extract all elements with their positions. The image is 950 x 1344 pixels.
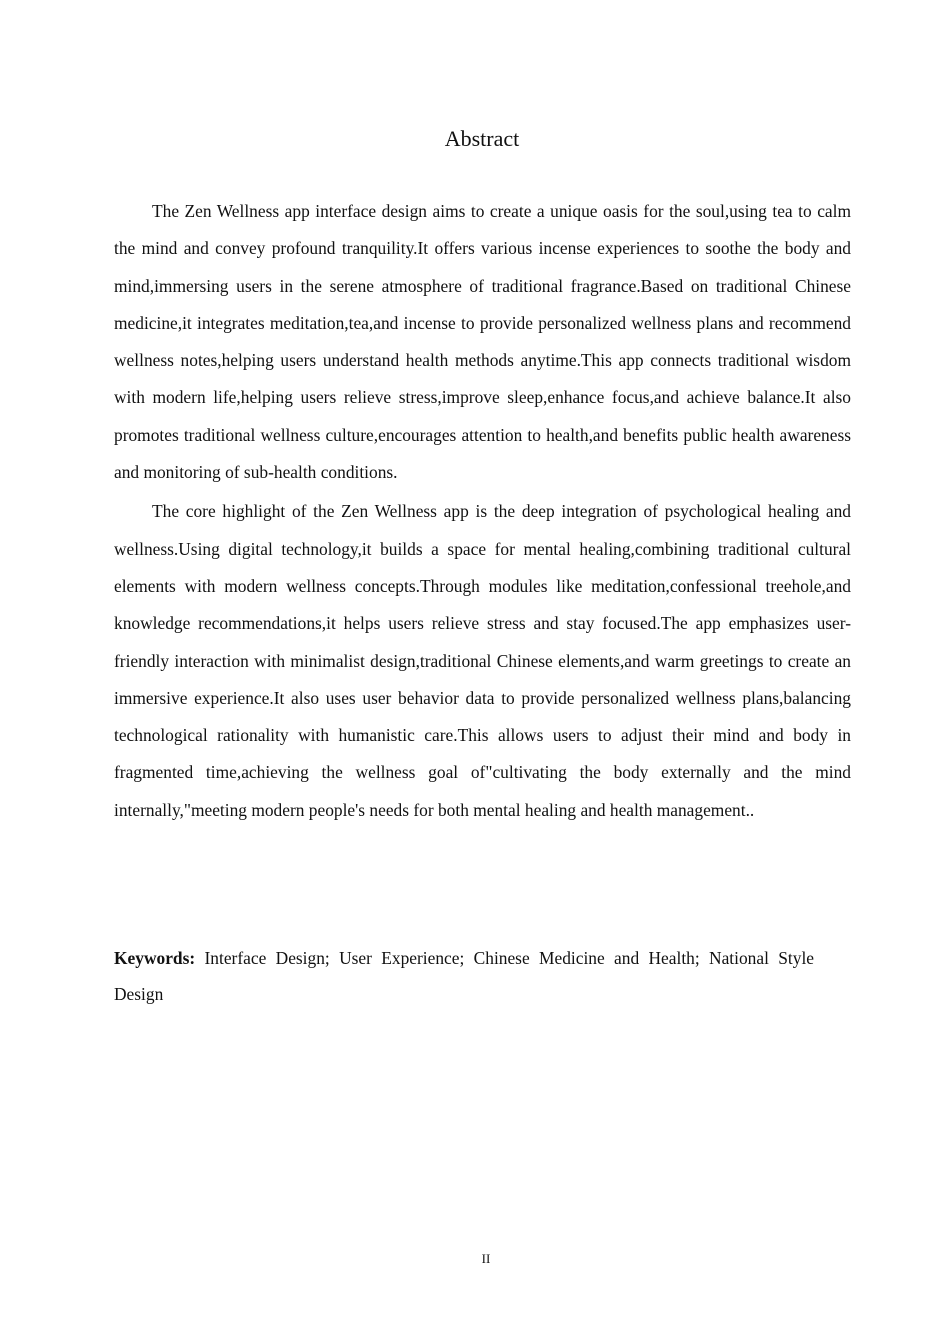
keywords-label: Keywords: [114,948,196,968]
keywords-text: Interface Design; User Experience; Chinese Medicine and Health; National Style Design [114,948,814,1004]
abstract-paragraph-2: The core highlight of the Zen Wellness app is the deep integration of psychological healing and wellness.Using digital technology,it builds a space for mental healing,combining traditional cultural elements with modern wellness concepts.Through modules like meditation,confessional treehole,and knowledge recommendations,it helps users relieve stress and stay focused.The app emphasizes user-friendly interaction with minimalist design,traditional Chinese elements,and warm greetings to create an immersive experience.It also uses user behavior data to provide personalized wellness plans,balancing technological rationality with humanistic care.This allows users to adjust their mind and body in fragmented time,achieving the wellness goal of"cultivating the body externally and the mind internally,"meeting modern people's needs for both mental healing and health management.. [114,501,851,820]
abstract-title: Abstract [444,126,520,151]
page-number: II [481,1251,491,1266]
keywords-line [114,940,814,1012]
abstract-body [114,193,851,831]
abstract-paragraph-1: The Zen Wellness app interface design aims to create a unique oasis for the soul,using tea to calm the mind and convey profound tranquility.It offers various incense experiences to soothe the body and mind,immersing users in the serene atmosphere of traditional fragrance.Based on traditional Chinese medicine,it integrates meditation,tea,and incense to provide personalized wellness plans and recommend wellness notes,helping users understand health methods anytime.This app connects traditional wisdom with modern life,helping users relieve stress,improve sleep,enhance focus,and achieve balance.It also promotes traditional wellness culture,encourages attention to health,and benefits public health awareness and monitoring of sub-health conditions. [114,201,851,483]
